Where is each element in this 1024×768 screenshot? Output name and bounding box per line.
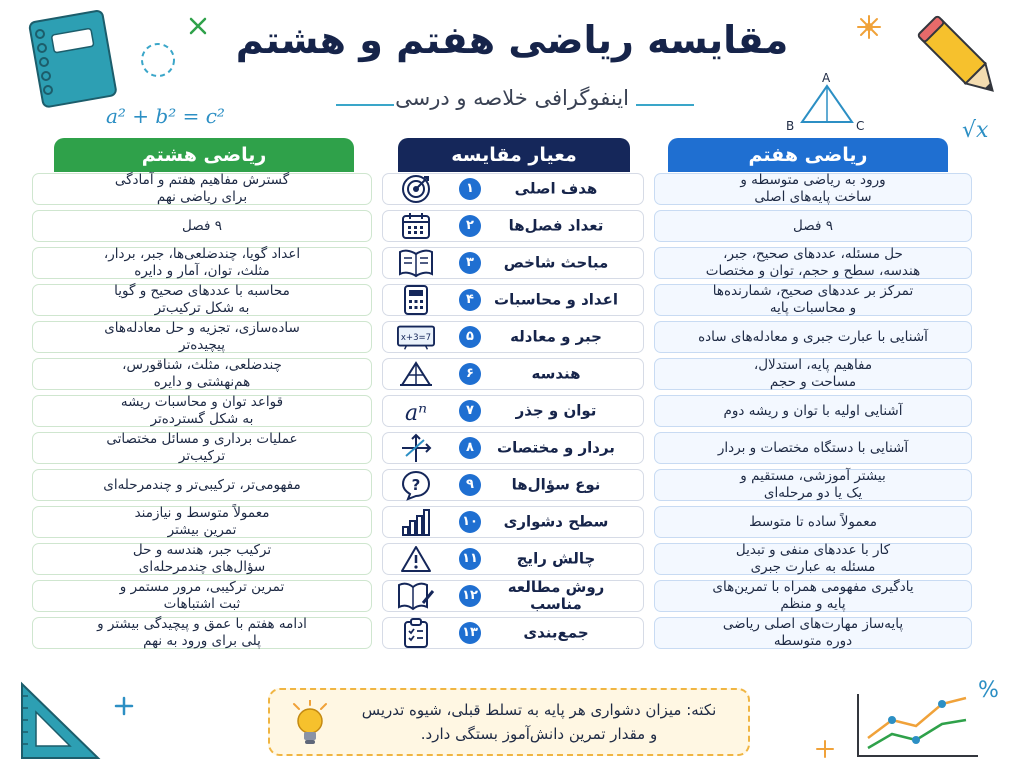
pythagoras-formula: a² + b² = c² — [106, 104, 225, 128]
grade8-cell: معمولاً متوسط و نیازمند تمرین بیشتر — [32, 506, 372, 538]
grade8-cell: قواعد توان و محاسبات ریشه به شکل گسترده‌تر — [32, 395, 372, 427]
subtitle-divider-right — [636, 104, 694, 106]
criteria-label: مباحث شاخص — [503, 253, 609, 272]
criteria-label: نوع سؤال‌ها — [511, 475, 601, 494]
row-number-badge: ۷ — [459, 400, 481, 422]
grade8-cell: اعداد گویا، چندضلعی‌ها، جبر، بردار، مثلث، توان، آمار و دایره — [32, 247, 372, 279]
row-number-badge: ۱ — [459, 178, 481, 200]
grade7-cell: آشنایی اولیه با توان و ریشه دوم — [654, 395, 972, 427]
plus-sign-icon — [114, 696, 134, 716]
lightbulb-icon — [290, 700, 330, 748]
percent-label: % — [978, 678, 999, 703]
target-icon — [397, 173, 435, 205]
svg-text:?: ? — [411, 476, 421, 494]
tip-note-text: نکته: میزان دشواری هر پایه به تسلط قبلی، شیوه تدریس و مقدار تمرین دانش‌آموز بستگی دارد. — [361, 701, 717, 743]
grade8-cell: ترکیب جبر، هندسه و حل سؤال‌های چندمرحله‌ای — [32, 543, 372, 575]
criteria-label: هدف اصلی — [514, 179, 598, 198]
grade8-cell: تمرین ترکیبی، مرور مستمر و ثبت اشتباهات — [32, 580, 372, 612]
set-square-icon — [14, 676, 106, 764]
sqrt-label: √x — [962, 118, 989, 143]
row-number-badge: ۲ — [459, 215, 481, 237]
row-number-badge: ۱۱ — [459, 548, 481, 570]
svg-text:A: A — [822, 72, 831, 85]
criteria-label: چالش رایج — [516, 549, 596, 568]
column-header-grade7: ریاضی هفتم — [668, 138, 948, 172]
criteria-cell — [382, 321, 644, 353]
criteria-cell — [382, 284, 644, 316]
criteria-cell — [382, 617, 644, 649]
row-number-badge: ۱۲ — [459, 585, 481, 607]
svg-text:x+3=7: x+3=7 — [400, 332, 432, 343]
clipboard-icon — [397, 617, 435, 649]
svg-text:aⁿ: aⁿ — [404, 401, 428, 426]
criteria-label: جبر و معادله — [510, 327, 602, 346]
grade7-cell: کار با عددهای منفی و تبدیل مسئله به عبارت جبری — [654, 543, 972, 575]
criteria-cell — [382, 210, 644, 242]
calculator-icon — [397, 284, 435, 316]
grade8-cell: گسترش مفاهیم هفتم و آمادگی برای ریاضی نهم — [32, 173, 372, 205]
equation-board-icon — [397, 321, 435, 353]
criteria-label: سطح دشواری — [503, 512, 609, 531]
grade7-cell: یادگیری مفهومی همراه با تمرین‌های پایه و منظم — [654, 580, 972, 612]
criteria-label: روش مطالعه مناسب — [507, 578, 605, 613]
criteria-cell — [382, 247, 644, 279]
row-number-badge: ۹ — [459, 474, 481, 496]
criteria-cell — [382, 173, 644, 205]
row-number-badge: ۱۰ — [459, 511, 481, 533]
svg-text:B: B — [786, 119, 795, 132]
bar-chart-icon — [397, 506, 435, 538]
grade7-cell: ورود به ریاضی متوسطه و ساخت پایه‌های اصلی — [654, 173, 972, 205]
grade8-cell: چندضلعی، مثلث، شناقورس، هم‌نهشتی و دایره — [32, 358, 372, 390]
book-pencil-icon — [397, 580, 435, 612]
grade7-cell: بیشتر آموزشی، مستقیم و یک یا دو مرحله‌ای — [654, 469, 972, 501]
row-number-badge: ۶ — [459, 363, 481, 385]
row-number-badge: ۳ — [459, 252, 481, 274]
criteria-cell — [382, 395, 644, 427]
page-title: مقایسه ریاضی هفتم و هشتم — [235, 18, 789, 62]
grade7-cell: معمولاً ساده تا متوسط — [654, 506, 972, 538]
line-chart-icon — [852, 690, 982, 762]
criteria-cell — [382, 543, 644, 575]
geometry-icon — [397, 358, 435, 390]
svg-text:C: C — [856, 119, 865, 132]
small-sparkle-icon — [816, 740, 834, 758]
column-header-criteria: معیار مقایسه — [398, 138, 630, 172]
criteria-cell — [382, 358, 644, 390]
grade7-cell: آشنایی با عبارت جبری و معادله‌های ساده — [654, 321, 972, 353]
row-number-badge: ۴ — [459, 289, 481, 311]
row-number-badge: ۸ — [459, 437, 481, 459]
grade8-cell: ساده‌سازی، تجزیه و حل معادله‌های پیچیده‌تر — [32, 321, 372, 353]
grade8-cell: محاسبه با عددهای صحیح و گویا به شکل ترکیب‌تر — [32, 284, 372, 316]
page-subtitle: اینفوگرافی خلاصه و درسی — [395, 86, 629, 110]
grade8-cell: ادامه هفتم با عمق و پیچیدگی بیشتر و پلی برای ورود به نهم — [32, 617, 372, 649]
grade7-cell: مفاهیم پایه، استدلال، مساحت و حجم — [654, 358, 972, 390]
tip-note — [268, 688, 750, 756]
warning-icon — [397, 543, 435, 575]
column-header-grade8: ریاضی هشتم — [54, 138, 354, 172]
criteria-label: هندسه — [531, 364, 581, 383]
open-book-icon — [397, 247, 435, 279]
criteria-label: تعداد فصل‌ها — [508, 216, 604, 235]
criteria-label: جمع‌بندی — [523, 623, 589, 642]
criteria-cell — [382, 506, 644, 538]
question-bubble-icon — [397, 469, 435, 501]
grade8-cell: ۹ فصل — [32, 210, 372, 242]
criteria-label: توان و جذر — [515, 401, 597, 420]
grade7-cell: حل مسئله، عددهای صحیح، جبر، هندسه، سطح و حجم، توان و مختصات — [654, 247, 972, 279]
calendar-icon — [397, 210, 435, 242]
criteria-cell — [382, 432, 644, 464]
axes-icon — [397, 432, 435, 464]
criteria-cell — [382, 580, 644, 612]
criteria-label: اعداد و محاسبات — [494, 290, 618, 309]
grade7-cell: تمرکز بر عددهای صحیح، شمارنده‌ها و محاسبات پایه — [654, 284, 972, 316]
row-number-badge: ۱۳ — [459, 622, 481, 644]
grade7-cell: ۹ فصل — [654, 210, 972, 242]
grade8-cell: عملیات برداری و مسائل مختصاتی ترکیب‌تر — [32, 432, 372, 464]
row-number-badge: ۵ — [459, 326, 481, 348]
criteria-label: بردار و مختصات — [497, 438, 615, 457]
criteria-cell — [382, 469, 644, 501]
grade7-cell: پایه‌ساز مهارت‌های اصلی ریاضی دوره متوسطه — [654, 617, 972, 649]
power-icon — [397, 395, 435, 427]
grade7-cell: آشنایی با دستگاه مختصات و بردار — [654, 432, 972, 464]
grade8-cell: مفهومی‌تر، ترکیبی‌تر و چندمرحله‌ای — [32, 469, 372, 501]
